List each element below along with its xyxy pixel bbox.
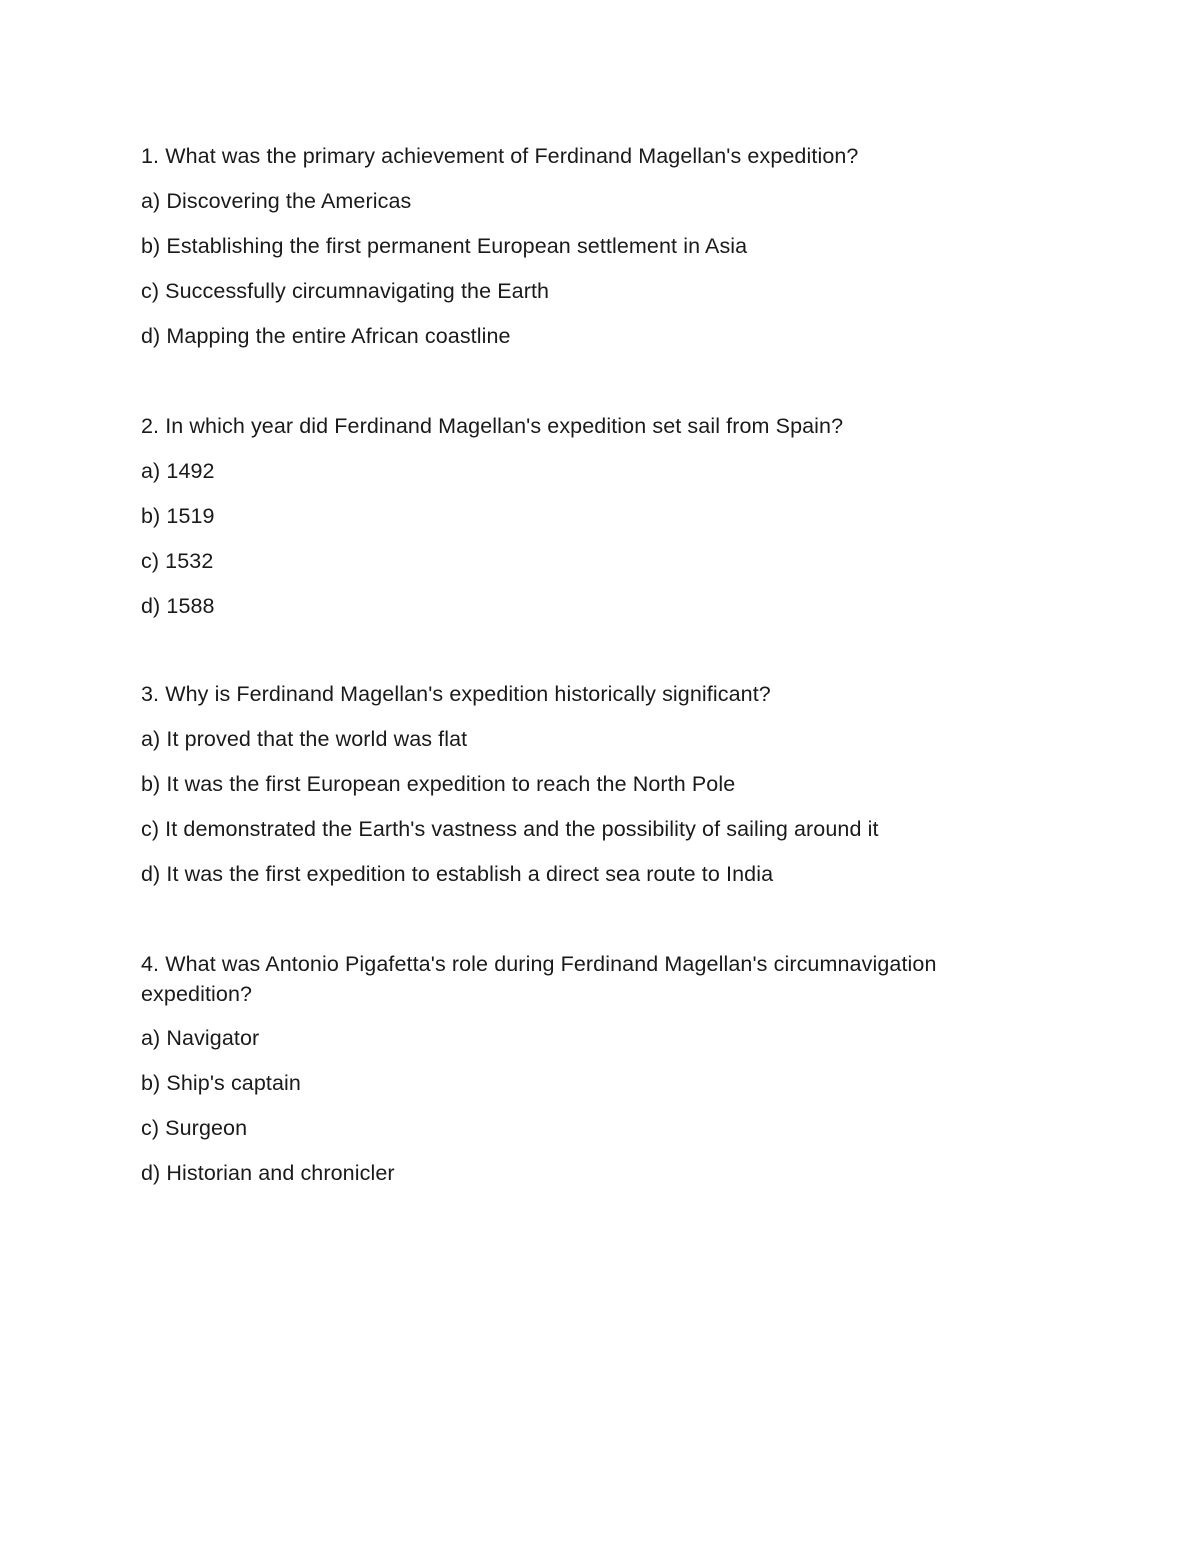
answer-option-c: c) Successfully circumnavigating the Earth bbox=[141, 278, 550, 303]
answer-option-d: d) Historian and chronicler bbox=[141, 1161, 395, 1185]
answer-option-a: a) 1492 bbox=[141, 458, 215, 483]
question-block-4 bbox=[141, 949, 1021, 1203]
answer-option-a: a) Discovering the Americas bbox=[141, 188, 412, 213]
answer-option-b: b) Establishing the first permanent European settlement in Asia bbox=[141, 233, 748, 258]
question-text: 1. What was the primary achievement of Ferdinand Magellan's expedition? bbox=[141, 144, 859, 168]
answer-option-c: c) Surgeon bbox=[141, 1116, 248, 1140]
answer-option-d: d) It was the first expedition to establish a direct sea route to India bbox=[141, 861, 774, 886]
answer-option-c: c) 1532 bbox=[141, 548, 214, 573]
question-text: 3. Why is Ferdinand Magellan's expedition historically significant? bbox=[141, 682, 771, 706]
question-block-1 bbox=[141, 141, 1021, 366]
answer-option-a: a) Navigator bbox=[141, 1026, 260, 1050]
answer-option-d: d) 1588 bbox=[141, 593, 215, 618]
answer-option-c: c) It demonstrated the Earth's vastness and the possibility of sailing around it bbox=[141, 816, 879, 841]
answer-option-a: a) It proved that the world was flat bbox=[141, 726, 468, 751]
answer-option-b: b) It was the first European expedition to reach the North Pole bbox=[141, 771, 736, 796]
question-text: 2. In which year did Ferdinand Magellan's expedition set sail from Spain? bbox=[141, 414, 844, 438]
question-block-3 bbox=[141, 679, 1021, 904]
question-block-2 bbox=[141, 411, 1021, 636]
answer-option-b: b) Ship's captain bbox=[141, 1071, 301, 1095]
question-text: 4. What was Antonio Pigafetta's role during Ferdinand Magellan's circumnavigation expedition? bbox=[141, 952, 937, 1006]
answer-option-d: d) Mapping the entire African coastline bbox=[141, 323, 511, 348]
answer-option-b: b) 1519 bbox=[141, 503, 215, 528]
